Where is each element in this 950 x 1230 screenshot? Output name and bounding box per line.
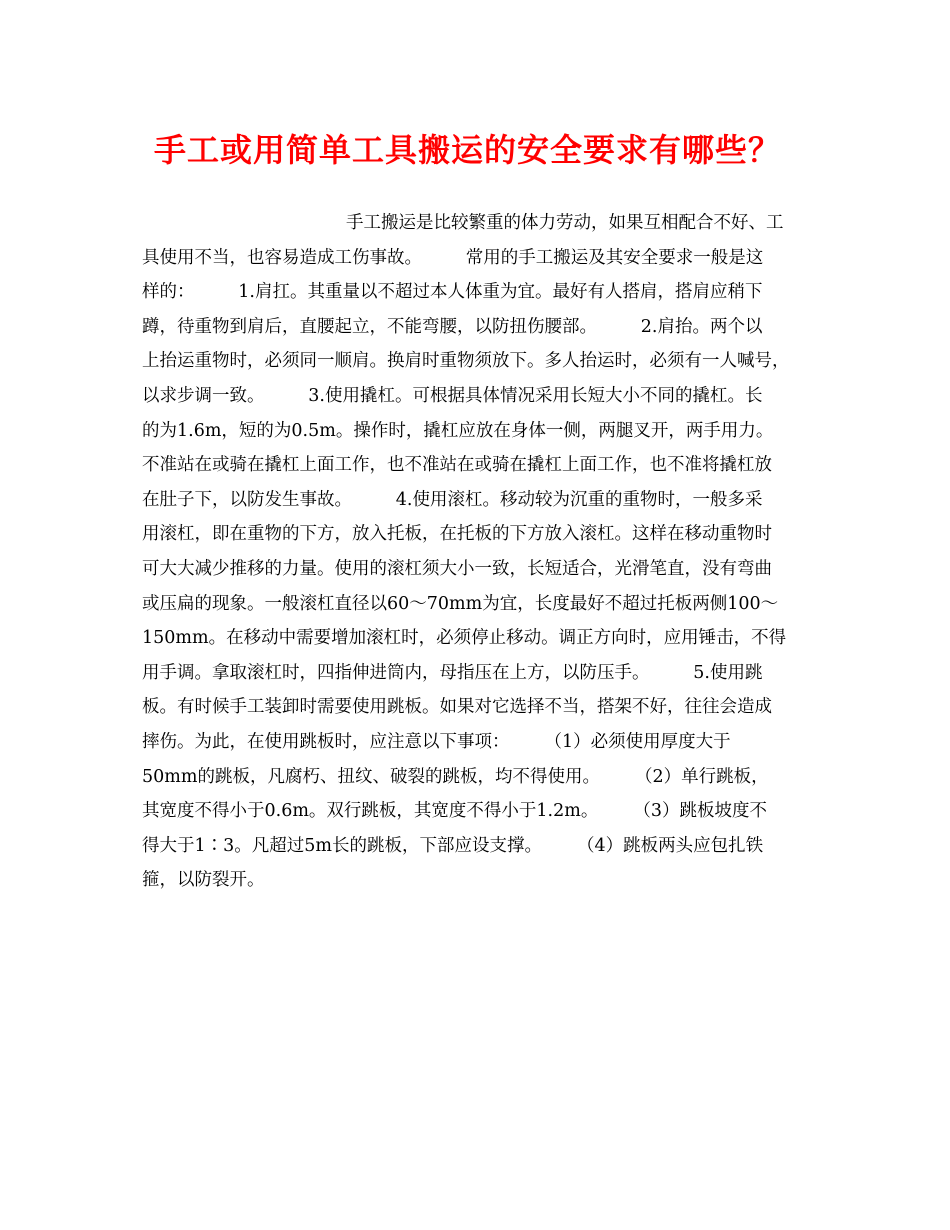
body-line: 样的： 1.肩扛。其重量以不超过本人体重为宜。最好有人搭肩，搭肩应稍下 <box>142 282 763 303</box>
body-line: 得大于1∶3。凡超过5m长的跳板，下部应设支撑。 （4）跳板两头应包扎铁 <box>142 835 764 856</box>
body-line: 150mm。在移动中需要增加滚杠时，必须停止移动。调正方向时，应用锤击，不得 <box>142 628 787 649</box>
body-line: 以求步调一致。 3.使用撬杠。可根据具体情况采用长短大小不同的撬杠。长 <box>142 385 763 406</box>
body-line: 不准站在或骑在撬杠上面工作，也不准站在或骑在撬杠上面工作，也不准将撬杠放 <box>142 455 772 476</box>
body-line: 用手调。拿取滚杠时，四指伸进筒内，母指压在上方，以防压手。 5.使用跳 <box>142 662 763 683</box>
body-line: 板。有时候手工装卸时需要使用跳板。如果对它选择不当，搭架不好，往往会造成 <box>142 697 772 718</box>
body-line: 箍，以防裂开。 <box>142 870 265 891</box>
body-line: 蹲，待重物到肩后，直腰起立，不能弯腰，以防扭伤腰部。 2.肩抬。两个以 <box>142 316 763 337</box>
document-title: 手工或用简单工具搬运的安全要求有哪些？ <box>153 131 781 169</box>
body-line: 可大大减少推移的力量。使用的滚杠须大小一致，长短适合，光滑笔直，没有弯曲 <box>142 558 772 579</box>
body-line: 50mm的跳板，凡腐朽、扭纹、破裂的跳板，均不得使用。 （2）单行跳板， <box>142 766 769 787</box>
body-line: 或压扁的现象。一般滚杠直径以60～70mm为宜，长度最好不超过托板两侧100～ <box>142 593 779 614</box>
body-line: 上抬运重物时，必须同一顺肩。换肩时重物须放下。多人抬运时，必须有一人喊号， <box>142 351 790 372</box>
body-line: 的为1.6m，短的为0.5m。操作时，撬杠应放在身体一侧，两腿叉开，两手用力。 <box>142 420 774 441</box>
body-line: 其宽度不得小于0.6m。双行跳板，其宽度不得小于1.2m。 （3）跳板坡度不 <box>142 801 767 822</box>
body-line: 在肚子下，以防发生事故。 4.使用滚杠。移动较为沉重的重物时，一般多采 <box>142 489 763 510</box>
document-body <box>142 206 818 898</box>
body-line: 用滚杠，即在重物的下方，放入托板，在托板的下方放入滚杠。这样在移动重物时 <box>142 524 772 545</box>
body-line: 具使用不当，也容易造成工伤事故。 常用的手工搬运及其安全要求一般是这 <box>142 247 764 268</box>
body-line: 手工搬运是比较繁重的体力劳动，如果互相配合不好、工 <box>346 213 784 233</box>
body-line: 摔伤。为此，在使用跳板时，应注意以下事项： （1）必须使用厚度大于 <box>142 731 731 752</box>
